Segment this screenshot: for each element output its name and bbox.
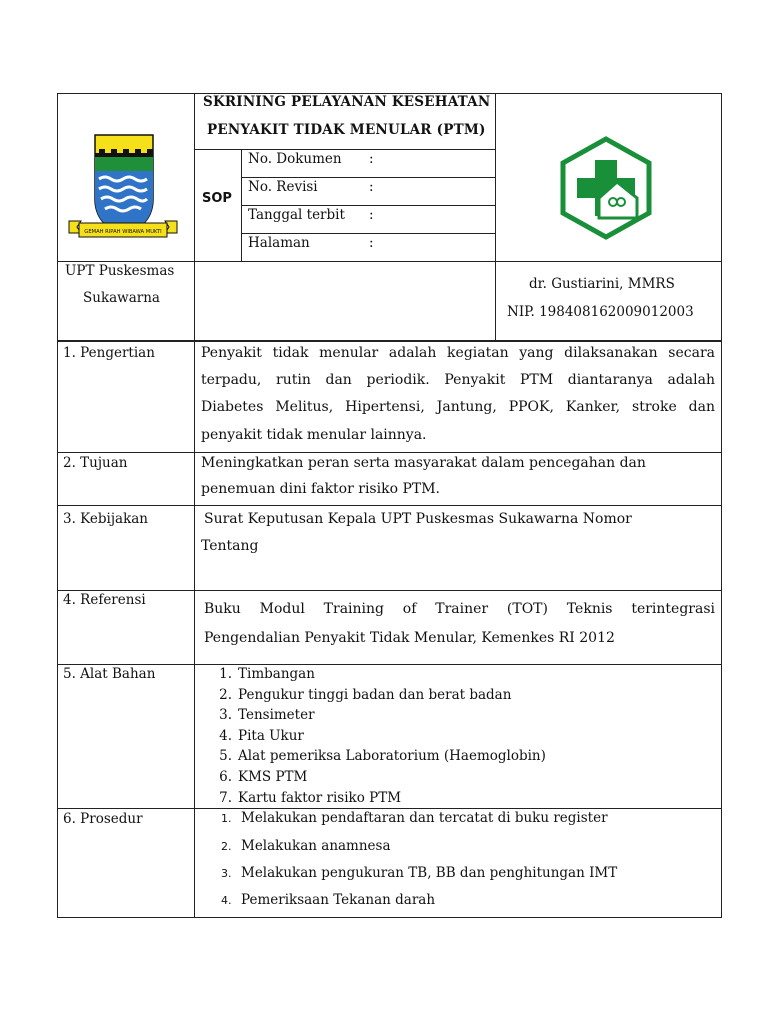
kebijakan-line1: Surat Keputusan Kepala UPT Puskesmas Sukawarna Nomor <box>204 511 632 527</box>
institution-line2: Sukawarna <box>83 290 160 306</box>
list-item: 1. Melakukan pendaftaran dan tercatat di buku register <box>221 810 608 826</box>
list-item: 3. Melakukan pengukuran TB, BB dan penghitungan IMT <box>221 865 618 881</box>
title-underline <box>194 149 495 150</box>
field-tanggal-terbit: Tanggal terbit <box>248 207 345 223</box>
field-halaman-colon: : <box>369 235 374 251</box>
field-no-revisi: No. Revisi <box>248 179 318 195</box>
list-item: 6. KMS PTM <box>219 768 308 785</box>
row-kebijakan-divider <box>194 505 195 591</box>
pengertian-line2: terpadu, rutin dan periodik. Penyakit PTM diantaranya adalah <box>201 372 715 388</box>
field-no-dokumen: No. Dokumen <box>248 151 342 167</box>
pengertian-line4: penyakit tidak menular lainnya. <box>201 427 427 443</box>
field-no-dokumen-colon: : <box>369 151 374 167</box>
row-tujuan-divider <box>194 452 195 506</box>
tujuan-line1: Meningkatkan peran serta masyarakat dalam pencegahan dan <box>201 455 646 471</box>
pengertian-line3: Diabetes Melitus, Hipertensi, Jantung, PPOK, Kanker, stroke dan <box>201 399 715 415</box>
tujuan-line2: penemuan dini faktor risiko PTM. <box>201 481 440 497</box>
row-referensi-divider <box>194 590 195 665</box>
kebijakan-line2: Tentang <box>201 538 259 554</box>
referensi-line2: Pengendalian Penyakit Tidak Menular, Kemenkes RI 2012 <box>204 630 615 646</box>
list-item: 7. Kartu faktor risiko PTM <box>219 789 402 806</box>
crest-ribbon-text: GEMAH RIPAH WIBAWA MUKTI <box>84 229 162 235</box>
row-pengertian-divider <box>194 341 195 453</box>
row-prosedur-divider <box>194 808 195 918</box>
list-item: 1. Timbangan <box>219 666 315 682</box>
field-tanggal-terbit-colon: : <box>369 207 374 223</box>
pengertian-line1: Penyakit tidak menular adalah kegiatan yang dilaksanakan secara <box>201 345 715 361</box>
header-divider-left <box>194 93 195 341</box>
institution-line1: UPT Puskesmas <box>65 263 175 279</box>
list-item: 2. Melakukan anamnesa <box>221 838 391 854</box>
list-item: 3. Tensimeter <box>219 707 315 724</box>
field-divider-3 <box>241 233 495 234</box>
field-halaman: Halaman <box>248 235 310 251</box>
label-kebijakan: 3. Kebijakan <box>63 511 149 527</box>
city-crest-logo-icon <box>67 127 179 243</box>
alat-bahan-list <box>210 664 546 808</box>
list-item: 4. Pita Ukur <box>219 727 304 744</box>
signatory-nip: NIP. 198408162009012003 <box>507 304 694 320</box>
row-alat-bahan-divider <box>194 664 195 809</box>
document-title-line2: PENYAKIT TIDAK MENULAR (PTM) <box>207 122 486 138</box>
header-divider-right <box>495 93 496 341</box>
header-mid-divider <box>57 261 722 262</box>
list-item: 2. Pengukur tinggi badan dan berat badan <box>219 686 512 703</box>
label-referensi: 4. Referensi <box>63 592 146 608</box>
sop-label: SOP <box>202 191 232 206</box>
label-prosedur: 6. Prosedur <box>63 811 143 827</box>
label-tujuan: 2. Tujuan <box>63 455 128 471</box>
list-item: 4. Pemeriksaan Tekanan darah <box>221 892 436 908</box>
label-alat-bahan: 5. Alat Bahan <box>63 666 156 682</box>
puskesmas-cross-logo-icon <box>559 136 653 240</box>
signatory-name: dr. Gustiarini, MMRS <box>529 276 675 292</box>
document-title-line1: SKRINING PELAYANAN KESEHATAN <box>203 94 491 110</box>
list-item: 5. Alat pemeriksa Laboratorium (Haemoglobin) <box>219 748 546 765</box>
field-divider-2 <box>241 205 495 206</box>
referensi-line1: Buku Modul Training of Trainer (TOT) Teknis terintegrasi <box>204 601 715 617</box>
field-divider-1 <box>241 177 495 178</box>
label-pengertian: 1. Pengertian <box>63 345 155 361</box>
field-no-revisi-colon: : <box>369 179 374 195</box>
